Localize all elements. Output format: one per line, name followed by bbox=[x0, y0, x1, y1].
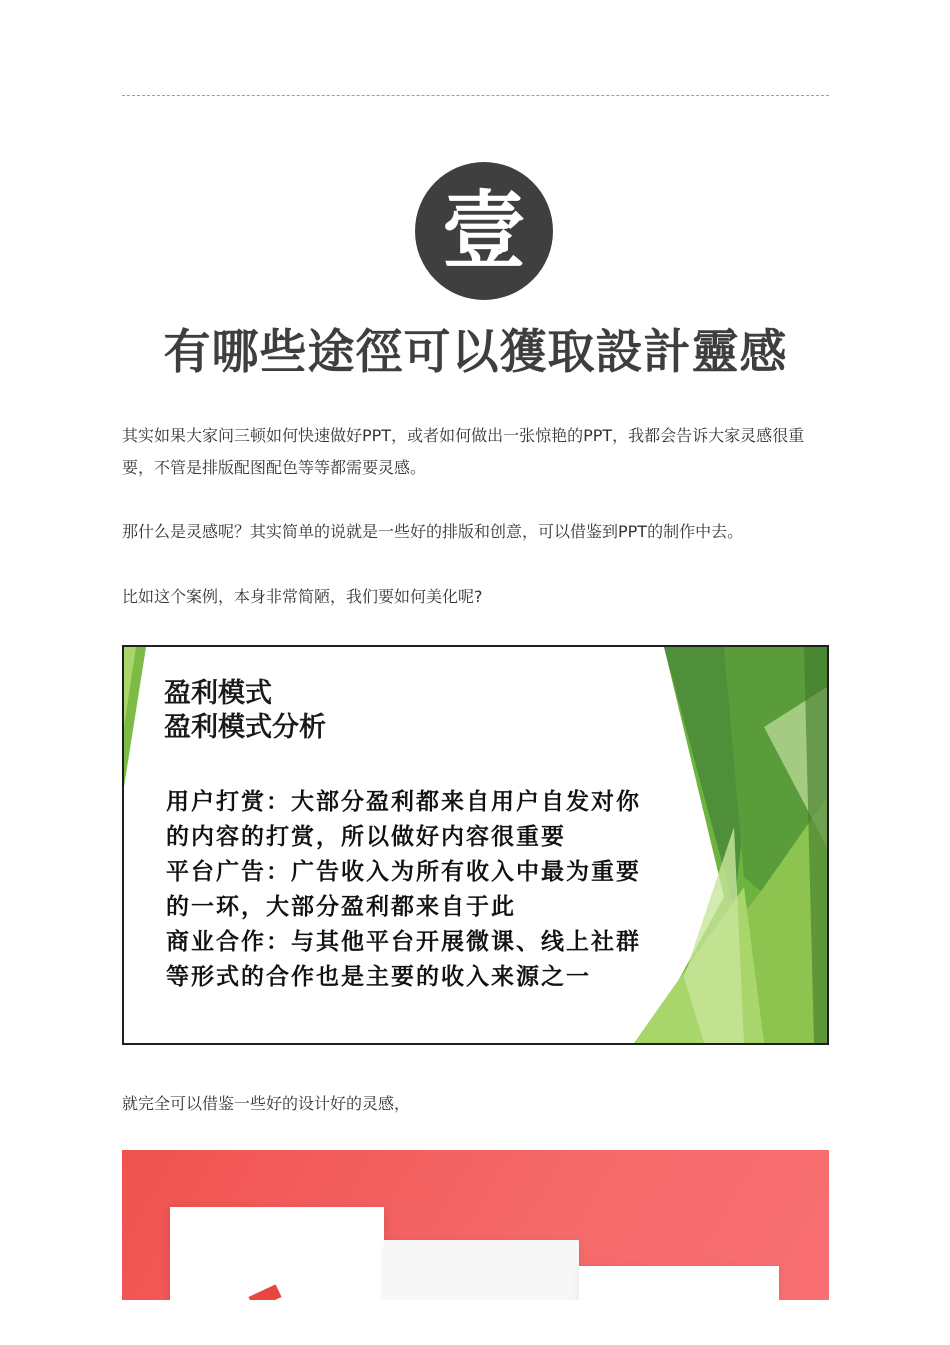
white-card bbox=[384, 1240, 579, 1300]
slide-body-line: 的内容的打赏，所以做好内容很重要 bbox=[166, 823, 566, 850]
paragraph-definition: 那什么是灵感呢？其实简单的说就是一些好的排版和创意，可以借鉴到PPT的制作中去。 bbox=[122, 522, 744, 541]
slide-body-line: 平台广告：广告收入为所有收入中最为重要 bbox=[166, 858, 641, 885]
example-slide-image bbox=[122, 645, 829, 1045]
slide-body-line: 的一环，大部分盈利都来自于此 bbox=[166, 893, 516, 920]
paragraph-example: 比如这个案例，本身非常简陋，我们要如何美化呢? bbox=[122, 587, 483, 606]
slide-body-line: 等形式的合作也是主要的收入来源之一 bbox=[166, 963, 591, 990]
section-number: 壹 bbox=[441, 182, 526, 280]
slide-subtitle-line: 盈利模式分析 bbox=[164, 712, 326, 743]
slide-body-line: 商业合作：与其他平台开展微课、线上社群 bbox=[166, 928, 641, 955]
inspiration-slide-image bbox=[122, 1150, 829, 1300]
paragraph-intro: 其实如果大家问三顿如何快速做好PPT，或者如何做出一张惊艳的PPT，我都会告诉大家灵感很重要，不管是排版配图配色等等都需要灵感。 bbox=[122, 426, 805, 477]
slide-title-line: 盈利模式 bbox=[164, 678, 272, 709]
section-headline: 有哪些途徑可以獲取設計靈感 bbox=[163, 325, 788, 380]
slide-title bbox=[164, 677, 326, 745]
white-card bbox=[579, 1266, 779, 1300]
white-card bbox=[170, 1207, 384, 1300]
slide-body bbox=[166, 784, 736, 994]
paragraph-borrow: 就完全可以借鉴一些好的设计好的灵感， bbox=[122, 1094, 411, 1113]
slide-body-line: 用户打赏：大部分盈利都来自用户自发对你 bbox=[166, 788, 641, 815]
section-number-badge bbox=[415, 162, 553, 300]
dashed-divider bbox=[122, 95, 829, 96]
